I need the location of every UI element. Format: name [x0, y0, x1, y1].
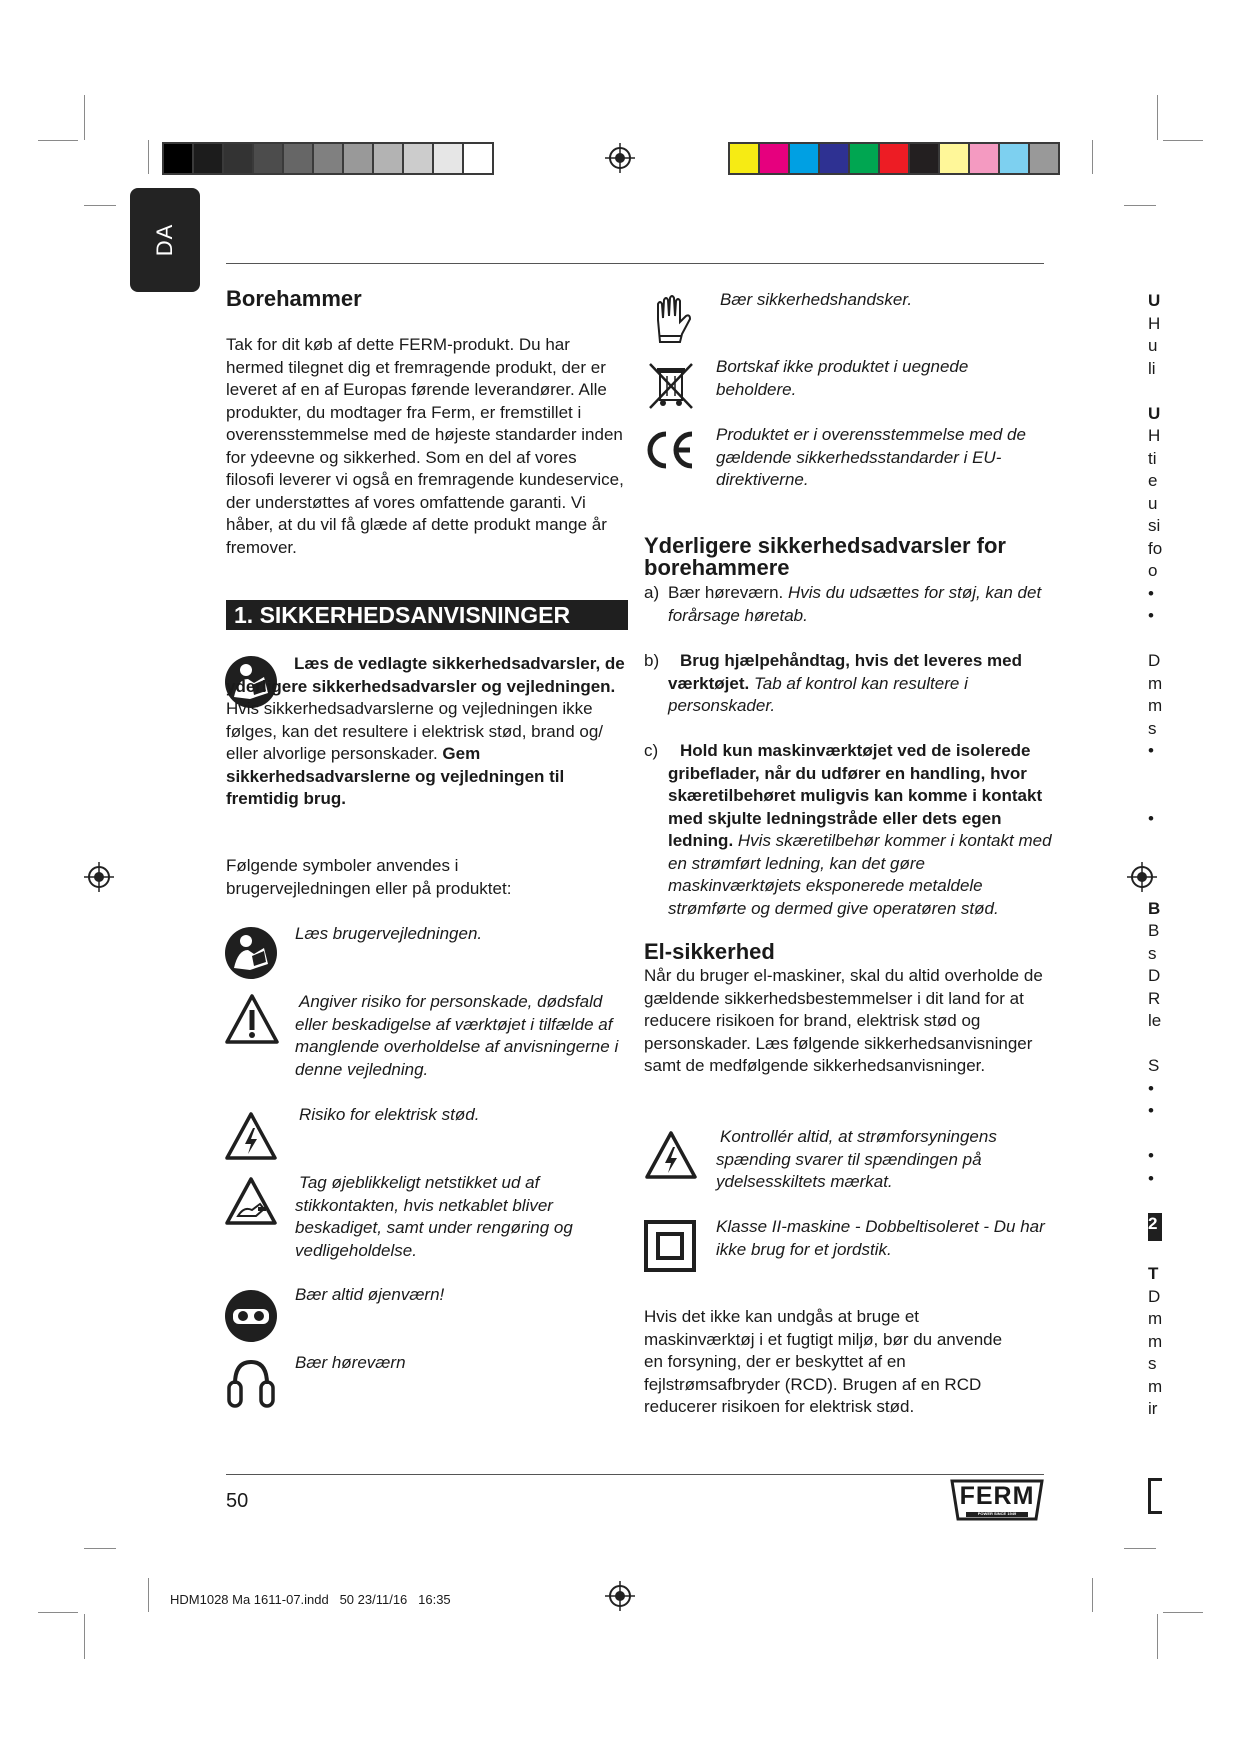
item-letter: a) — [644, 583, 660, 602]
fragment-line: • — [1148, 741, 1154, 760]
page-number: 50 — [226, 1490, 249, 1512]
fragment-line: s — [1148, 943, 1157, 963]
symbol-text: Tag øjeblikkeligt netstikket ud af stikkontakten, hvis netkablet bliver beskadiget, samt under rengøring og vedligeholdelse. — [295, 1173, 573, 1260]
item-italic: Hvis skæretilbehør kommer i kontakt med en strømført ledning, kan det gøre maskinværktøjets eksponerede metaldele strømførte og dermed give operatøren stød. — [668, 831, 1052, 918]
symbol-text: Bortskaf ikke produktet i uegnede beholdere. — [716, 357, 969, 399]
read-warnings-bold: Læs de vedlagte sikkerhedsadvarsler, de yderligere sikkerhedsadvarsler og vejledningen. — [226, 654, 625, 696]
crop-mark — [38, 1612, 78, 1613]
fragment-line: ir — [1148, 1399, 1158, 1418]
color-swatch — [908, 142, 940, 175]
fragment-line: S — [1148, 1056, 1160, 1075]
fragment-line: H — [1148, 426, 1161, 445]
crop-mark — [84, 1614, 85, 1659]
item-italic: Tab af kontrol kan resultere i personskader. — [668, 673, 968, 715]
fragment-line — [1148, 785, 1162, 808]
item-text: Bær høreværn. — [668, 583, 784, 602]
color-swatch — [968, 142, 1000, 175]
fragment-line — [1148, 628, 1162, 651]
fragment-line — [1148, 830, 1162, 853]
crop-mark — [1092, 1578, 1093, 1612]
fragment-line: B — [1148, 898, 1161, 918]
symbol-text: Bær høreværn — [295, 1353, 406, 1372]
fragment-line: fo — [1148, 538, 1162, 558]
el-safety-heading: El-sikkerhed — [644, 939, 775, 964]
crop-mark — [1092, 140, 1093, 174]
color-swatch — [342, 142, 374, 175]
fragment-line: 2 — [1148, 1213, 1162, 1241]
goggles-icon — [224, 1289, 278, 1343]
fragment-line: m — [1148, 1309, 1162, 1328]
class-ii-double-insulated-icon — [644, 1220, 696, 1272]
color-swatch — [402, 142, 434, 175]
symbol-text: Produktet er i overensstemmelse med de gældende sikkerhedsstandarder i EU-direktiverne. — [716, 425, 1026, 489]
fragment-line: • — [1148, 1101, 1154, 1120]
fragment-line — [1148, 1241, 1162, 1264]
item-bold: Hold kun maskinværktøjet ved de isolerede gribeflader, når du udfører en handling, hvor skæretilbehøret muligvis kan komme i kontakt med skjulte ledningstråde eller dets egen ledning. — [668, 741, 1043, 850]
class-ii-text: Klasse II-maskine - Dobbeltisoleret - Du har ikke brug for et jordstik. — [716, 1217, 1045, 1259]
fragment-line: D — [1148, 1286, 1161, 1306]
additional-warnings-heading: Yderligere sikkerhedsadvarsler for borehammere — [644, 533, 1006, 580]
color-swatch — [728, 142, 760, 175]
fragment-line: m — [1148, 1376, 1162, 1396]
fragment-line: s — [1148, 718, 1157, 738]
color-swatch — [788, 142, 820, 175]
symbols-intro: Følgende symboler anvendes i brugervejledningen eller på produktet: — [226, 856, 512, 898]
crop-mark — [1124, 205, 1156, 206]
crop-mark — [84, 205, 116, 206]
intro-paragraph: Tak for dit køb af dette FERM-produkt. Du har hermed tilegnet dig et fremragende produkt, der er leveret af en af Europas førende leverandører. Alle produkter, du modtager fra Ferm, er fremstillet i overensstemmelse med de højeste standarder inden for ydeevne og sikkerhed. Som en del af vores filosofi leverer vi også en fremragende kundeservice, der understøttes af vores omfattende garanti. Vi håber, at du vil få glæde af dette produkt mange år fremover. — [226, 335, 624, 557]
fragment-line: • — [1148, 1146, 1154, 1165]
item-letter: b) — [644, 651, 660, 670]
color-swatch — [818, 142, 850, 175]
fragment-line — [1148, 875, 1162, 898]
fragment-line: • — [1148, 606, 1154, 625]
language-label: DA — [152, 223, 177, 257]
warning-item-c — [644, 740, 1054, 920]
fragment-line: R — [1148, 988, 1161, 1008]
voltage-check-text: Kontrollér altid, at strømforsyningens spænding svarer til spændingen på ydelsesskiltets mærkat. — [716, 1127, 997, 1191]
manual-icon — [224, 926, 278, 980]
next-page-fragment — [1148, 290, 1162, 1421]
symbol-text: Angiver risiko for personskade, dødsfald eller beskadigelse af værktøjet i tilfælde af manglende overholdelse af anvisningerne i denne vejledning. — [295, 992, 619, 1079]
fragment-line — [1148, 380, 1162, 403]
item-italic: Hvis du udsættes for støj, kan det forårsage høretab. — [668, 583, 1042, 625]
el-safety-text: Når du bruger el-maskiner, skal du altid overholde de gældende sikkerhedsbestemmelser i dit land for at reducere risikoen for brand, elektrisk stød og personskader. Læs følgende sikkerhedsanvisninger samt de medfølgende sikkerhedsanvisninger. — [644, 966, 1043, 1075]
crop-mark — [84, 1548, 116, 1549]
color-swatch — [878, 142, 910, 175]
gloves-icon — [648, 292, 694, 348]
print-slug: HDM1028 Ma 1611-07.indd 50 23/11/16 16:35 — [170, 1592, 451, 1607]
page-title: Borehammer — [226, 286, 362, 311]
registration-mark-icon — [84, 862, 114, 892]
fragment-line: ti — [1148, 448, 1157, 468]
header-rule — [226, 263, 1044, 264]
color-swatch — [462, 142, 494, 175]
symbol-text: Læs brugervejledningen. — [295, 924, 483, 943]
ear-protection-icon — [224, 1356, 278, 1412]
fragment-line: • — [1148, 583, 1154, 603]
fragment-line: u — [1148, 336, 1158, 355]
fragment-line: D — [1148, 966, 1161, 985]
read-warnings-text: Hvis sikkerhedsadvarslerne og vejledningen ikke følges, kan det resultere i elektrisk stød, brand og/ eller alvorlige personskader. — [226, 699, 604, 763]
fragment-line: m — [1148, 673, 1162, 693]
registration-mark-icon — [605, 143, 635, 173]
color-swatch — [282, 142, 314, 175]
fragment-line — [1148, 853, 1162, 876]
fragment-line — [1148, 763, 1162, 786]
fragment-line: U — [1148, 291, 1161, 310]
warning-item-b — [644, 650, 1044, 718]
brand-tagline: POWER SINCE 1949 — [977, 1511, 1017, 1516]
symbol-text: Bær altid øjenværn! — [295, 1285, 445, 1304]
fragment-line: • — [1148, 1078, 1154, 1098]
ce-mark-icon — [644, 428, 698, 472]
color-swatch — [192, 142, 224, 175]
symbol-text: Risiko for elektrisk stød. — [299, 1105, 480, 1124]
ferm-logo — [950, 1478, 1044, 1522]
warning-icon — [224, 993, 280, 1045]
crop-mark — [1163, 140, 1203, 141]
color-swatch — [1028, 142, 1060, 175]
read-warnings-paragraph — [226, 653, 626, 811]
crop-mark — [1124, 1548, 1156, 1549]
fragment-line: li — [1148, 358, 1156, 378]
item-bold: Brug hjælpehåndtag, hvis det leveres med værktøjet. — [668, 651, 1022, 693]
symbol-text: Bær sikkerhedshandsker. — [720, 290, 913, 309]
fragment-line — [1148, 1033, 1162, 1056]
color-swatch — [252, 142, 284, 175]
fragment-line: D — [1148, 651, 1161, 670]
color-swatch — [222, 142, 254, 175]
fragment-line: • — [1148, 1168, 1154, 1188]
color-swatch — [432, 142, 464, 175]
fragment-line: e — [1148, 471, 1158, 490]
crop-mark — [148, 140, 149, 174]
crop-mark — [1163, 1612, 1203, 1613]
fragment-line: le — [1148, 1011, 1162, 1030]
color-swatch — [998, 142, 1030, 175]
crop-mark — [84, 95, 85, 140]
electric-shock-icon — [644, 1130, 698, 1180]
fragment-line: B — [1148, 921, 1160, 940]
color-swatch — [312, 142, 344, 175]
section-heading: 1. SIKKERHEDSANVISNINGER — [226, 600, 628, 630]
color-swatch — [162, 142, 194, 175]
color-swatch — [938, 142, 970, 175]
crop-mark — [148, 1578, 149, 1612]
color-swatch — [758, 142, 790, 175]
fragment-line: m — [1148, 1331, 1162, 1351]
fragment-line: u — [1148, 493, 1158, 513]
fragment-line: U — [1148, 403, 1161, 423]
item-letter: c) — [644, 741, 659, 760]
unplug-icon — [224, 1176, 278, 1226]
fragment-line: • — [1148, 808, 1154, 828]
footer-rule — [226, 1474, 1044, 1475]
keep-warnings-bold: Gem sikkerhedsadvarslerne og vejledningen til fremtidig brug. — [226, 744, 565, 808]
fragment-line: s — [1148, 1354, 1157, 1373]
warning-item-a — [644, 582, 1044, 627]
crop-mark — [38, 140, 78, 141]
weee-bin-icon — [646, 360, 696, 410]
fragment-line: T — [1148, 1264, 1159, 1283]
fragment-line: m — [1148, 696, 1162, 715]
registration-mark-icon — [605, 1581, 635, 1611]
fragment-line: H — [1148, 313, 1161, 333]
color-swatch — [848, 142, 880, 175]
brand-name: FERM — [959, 1482, 1035, 1510]
rcd-paragraph: Hvis det ikke kan undgås at bruge et maskinværktøj i et fugtigt miljø, bør du anvende en forsyning, der er beskyttet af en fejlstrømsafbryder (RCD). Brugen af en RCD reducerer risikoen for elektrisk stød. — [644, 1307, 1003, 1416]
color-swatch — [372, 142, 404, 175]
language-tab — [130, 188, 200, 292]
fragment-line: si — [1148, 516, 1161, 535]
page-edge-fragment — [1148, 1478, 1162, 1514]
electric-shock-icon — [224, 1111, 278, 1161]
crop-mark — [1157, 1614, 1158, 1659]
fragment-line — [1148, 1190, 1162, 1213]
fragment-line: o — [1148, 561, 1158, 580]
fragment-line — [1148, 1123, 1162, 1146]
crop-mark — [1157, 95, 1158, 140]
